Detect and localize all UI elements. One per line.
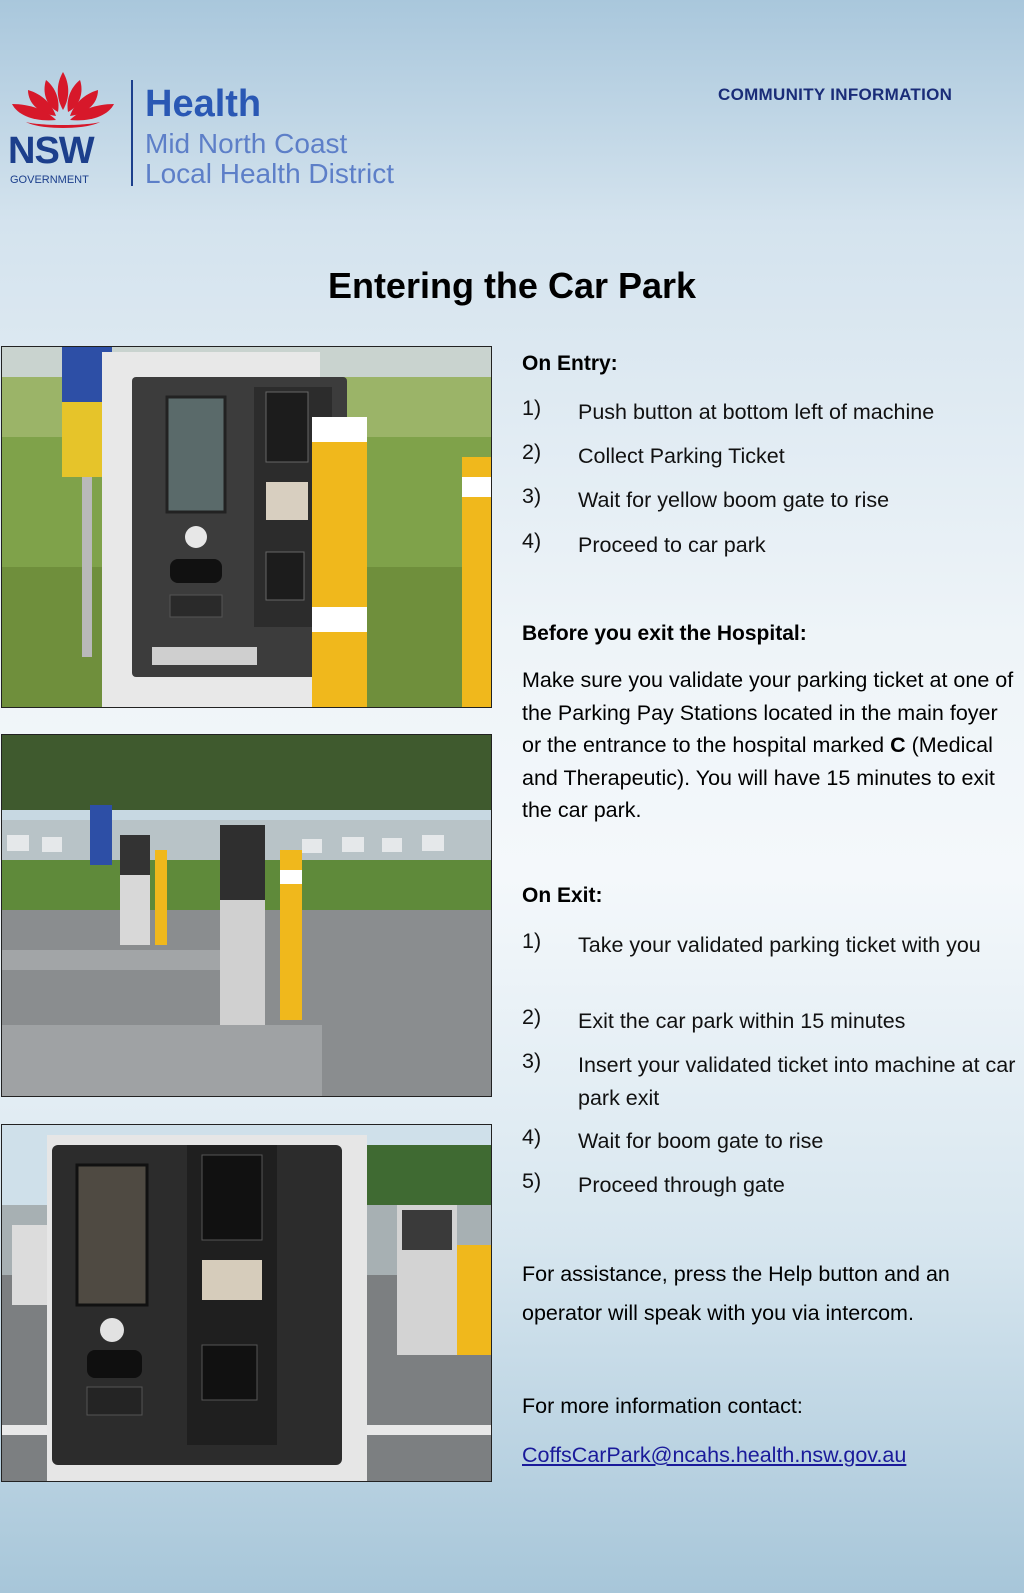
on-exit-heading: On Exit: <box>522 884 603 907</box>
brand-line-2: Local Health District <box>145 158 394 189</box>
contact-email-container <box>522 1443 1022 1468</box>
contact-label: For more information contact: <box>522 1394 803 1418</box>
list-item-number: 3) <box>522 1049 542 1073</box>
list-item-text: Proceed to car park <box>578 533 766 557</box>
assistance-text: For assistance, press the Help button and an operator will speak with you via intercom. <box>522 1262 950 1325</box>
logo-divider <box>131 80 133 186</box>
before-exit-text-2: (Medical and Therapeutic). You will have 15 minutes to exit the car park. <box>522 733 995 822</box>
list-item-number: 3) <box>522 484 542 508</box>
car-park-entry-photo <box>1 734 492 1097</box>
list-item-number: 4) <box>522 1125 542 1149</box>
entry-machine-photo <box>1 346 492 708</box>
on-entry-list <box>522 396 1022 576</box>
nsw-logo-text: NSW <box>8 130 94 172</box>
on-entry-heading: On Entry: <box>522 352 618 375</box>
list-item-number: 2) <box>522 1005 542 1029</box>
before-exit-bold-c: C <box>890 733 906 757</box>
before-exit-paragraph <box>522 664 1022 827</box>
list-item-text: Wait for boom gate to rise <box>578 1129 824 1153</box>
list-item-text: Insert your validated ticket into machine at car park exit <box>578 1053 1016 1110</box>
brand-title: Health <box>145 83 262 125</box>
list-item-text: Exit the car park within 15 minutes <box>578 1009 906 1033</box>
list-item-text: Wait for yellow boom gate to rise <box>578 488 890 512</box>
list-item-number: 1) <box>522 396 542 420</box>
list-item-number: 5) <box>522 1169 542 1193</box>
list-item-text: Proceed through gate <box>578 1173 785 1197</box>
page-title: Entering the Car Park <box>327 265 697 306</box>
list-item-text: Take your validated parking ticket with you <box>578 933 981 957</box>
list-item-number: 4) <box>522 529 542 553</box>
list-item-text: Push button at bottom left of machine <box>578 400 935 424</box>
list-item-text: Collect Parking Ticket <box>578 444 785 468</box>
government-logo-text: GOVERNMENT <box>10 174 89 186</box>
contact-email-link[interactable]: CoffsCarPark@ncahs.health.nsw.gov.au <box>522 1443 907 1467</box>
before-exit-heading: Before you exit the Hospital: <box>522 622 807 645</box>
brand-line-1: Mid North Coast <box>145 128 348 159</box>
community-information-tag: COMMUNITY INFORMATION <box>718 85 953 104</box>
list-item-number: 1) <box>522 929 542 953</box>
before-exit-text-1: Make sure you validate your parking ticket at one of the Parking Pay Stations located in the main foyer or the entrance to the hospital marked <box>522 668 1014 757</box>
list-item-number: 2) <box>522 440 542 464</box>
on-exit-list <box>522 929 1022 1197</box>
exit-machine-photo <box>1 1124 492 1482</box>
